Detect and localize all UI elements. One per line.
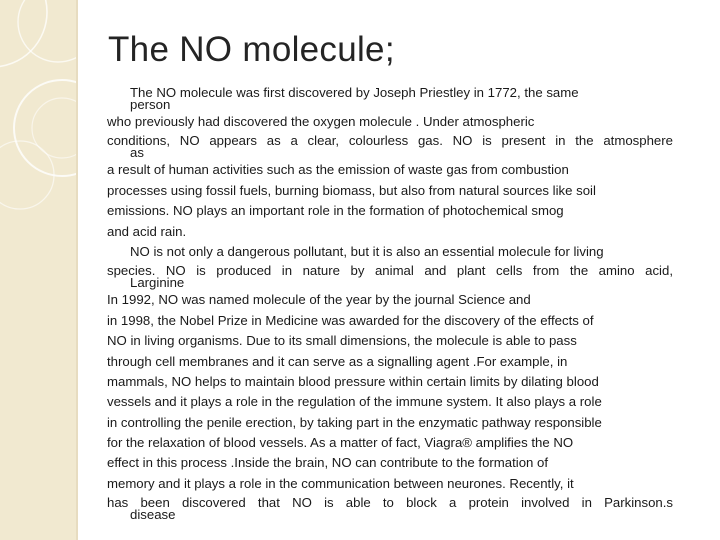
body-line: vessels and it plays a role in the regulation of the immune system. It also plays a role [107,394,602,410]
body-line: person [130,97,171,112]
body-line: effect in this process .Inside the brain, NO can contribute to the formation of [107,455,549,471]
body-line: for the relaxation of blood vessels. As a matter of fact, Viagra® amplifies the NO [107,435,574,451]
body-line: species. NO is produced in nature by animal and plant cells from the amino acid, [107,263,673,279]
body-line: who previously had discovered the oxygen molecule . Under atmospheric [107,114,535,129]
slide-body [107,84,673,528]
body-line: emissions. NO plays an important role in the formation of photochemical smog [107,203,564,219]
body-line: Larginine [130,275,185,291]
circle-ornament-icon [0,0,78,540]
body-line: processes using fossil fuels, burning biomass, but also from natural sources like soil [107,182,596,198]
slide-title: The NO molecule; [108,30,395,69]
body-line: and acid rain. [107,223,187,239]
body-line: in controlling the penile erection, by taking part in the enzymatic pathway responsible [107,414,602,430]
body-line: mammals, NO helps to maintain blood pressure within certain limits by dilating blood [107,373,599,389]
body-line: has been discovered that NO is able to block a protein involved in Parkinson.s [107,495,673,511]
decorative-sidebar [0,0,78,540]
body-line: disease [130,507,176,523]
body-line: as [130,145,144,161]
body-line: in 1998, the Nobel Prize in Medicine was awarded for the discovery of the effects of [107,312,594,328]
body-line: through cell membranes and it can serve as a signalling agent .For example, in [107,353,568,369]
body-line: The NO molecule was first discovered by Joseph Priestley in 1772, the same [130,85,579,100]
body-line: conditions, NO appears as a clear, colourless gas. NO is present in the atmosphere [107,133,673,149]
body-line: memory and it plays a role in the communication between neurones. Recently, it [107,475,574,491]
body-line: NO is not only a dangerous pollutant, but it is also an essential molecule for living [130,243,604,259]
body-line: NO in living organisms. Due to its small dimensions, the molecule is able to pass [107,333,577,349]
body-line: a result of human activities such as the emission of waste gas from combustion [107,162,569,178]
body-line: In 1992, NO was named molecule of the year by the journal Science and [107,292,531,308]
